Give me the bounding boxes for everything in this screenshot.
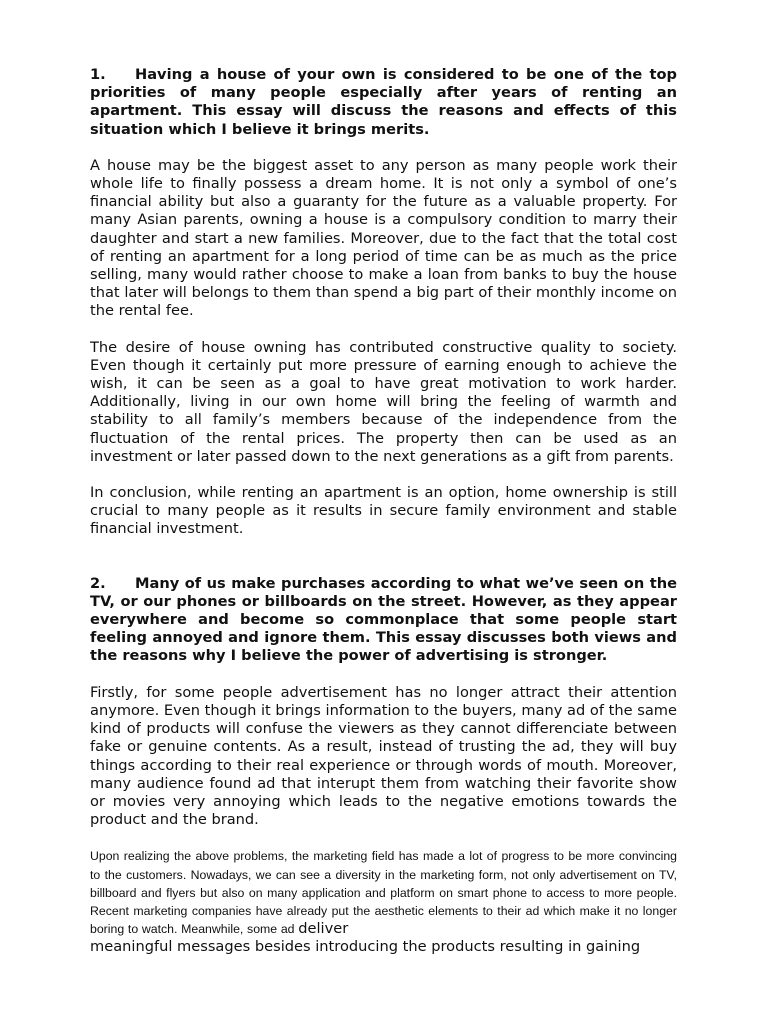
essay1-heading <box>90 66 677 139</box>
essay2-paragraph-2-last-line: meaningful messages besides introducing the products resulting in gaining <box>90 938 641 956</box>
essay2-paragraph-2-text: Upon realizing the above problems, the marketing field has made a lot of progress to be more convincing to the customers. Nowadays, we can see a diversity in the marketing form, not only advertisement on TV, billboard and flyers but also on many application and platform on smart phone to access to more people. Recent marketing companies have already put the aesthetic elements to their ad which make it no longer boring to watch. Meanwhile, some ad <box>90 849 677 937</box>
essay2-number: 2. <box>90 574 106 592</box>
essay2-heading <box>90 575 677 666</box>
essay2-paragraph-2 <box>90 847 677 938</box>
essay1-paragraph-3: In conclusion, while renting an apartment is an option, home ownership is still crucial to many people as it results in secure family environment and stable financial investment. <box>90 484 677 538</box>
document-page <box>90 66 677 957</box>
essay1-number: 1. <box>90 66 106 83</box>
essay2-paragraph-2-tail: deliver <box>298 920 349 938</box>
essay2-heading-text: Many of us make purchases according to what we’ve seen on the TV, or our phones or billboards on the street. However, as they appear everywhere and become so commonplace that some people start feeling annoyed and ignore them. This essay discusses both views and the reasons why I believe the power of advertising is stronger. <box>90 574 677 665</box>
essay1-paragraph-1: A house may be the biggest asset to any person as many people work their whole life to finally possess a dream home. It is not only a symbol of one’s financial ability but also a guaranty for the future as a valuable property. For many Asian parents, owning a house is a compulsory condition to marry their daughter and start a new families. Moreover, due to the fact that the total cost of renting an apartment for a long period of time can be as much as the price selling, many would rather choose to make a loan from banks to buy the house that later will belongs to them than spend a big part of their monthly income on the rental fee. <box>90 156 677 320</box>
essay1-paragraph-2: The desire of house owning has contributed constructive quality to society. Even though it certainly put more pressure of earning enough to achieve the wish, it can be seen as a goal to have great motivation to work harder. Additionally, living in our own home will bring the feeling of warmth and stability to all family’s members because of the independence from the fluctuation of the rental prices. The property then can be used as an investment or later passed down to the next generations as a gift from parents. <box>90 338 677 465</box>
essay2-paragraph-1: Firstly, for some people advertisement has no longer attract their attention anymore. Even though it brings information to the buyers, many ad of the same kind of products will confuse the viewers as they cannot differenciate between fake or genuine contents. As a result, instead of trusting the ad, they will buy things according to their real experience or through words of mouth. Moreover, many audience found ad that interupt them from watching their favorite show or movies very annoying which leads to the negative emotions towards the product and the brand. <box>90 683 677 829</box>
essay1-heading-text: Having a house of your own is considered to be one of the top priorities of many people especially after years of renting an apartment. This essay will discuss the reasons and effects of this situation which I believe it brings merits. <box>90 66 677 138</box>
section-gap <box>90 557 677 575</box>
